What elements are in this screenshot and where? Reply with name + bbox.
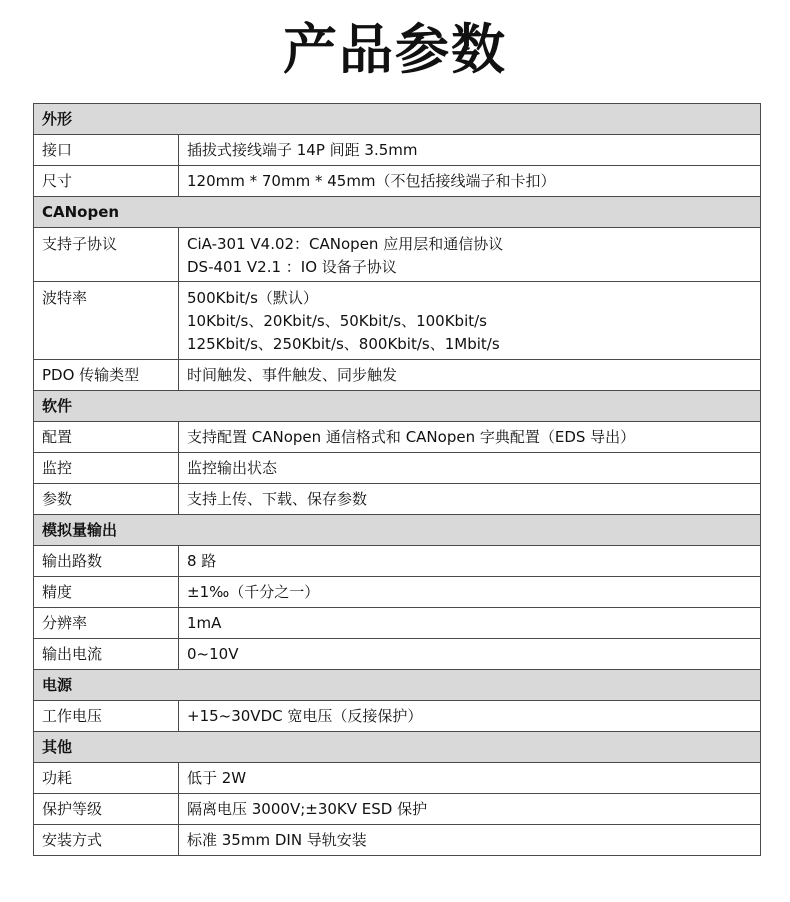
section-header-row (34, 104, 761, 135)
param-value-line: 插拔式接线端子 14P 间距 3.5mm (187, 141, 418, 159)
param-label: 配置 (34, 422, 179, 453)
param-label: 输出电流 (34, 639, 179, 670)
section-header: 外形 (34, 104, 761, 135)
param-label: PDO 传输类型 (34, 360, 179, 391)
param-value (179, 825, 761, 856)
param-value (179, 135, 761, 166)
table-row (34, 282, 761, 360)
table-row (34, 546, 761, 577)
param-value-line: 支持上传、下载、保存参数 (187, 490, 368, 508)
param-label: 工作电压 (34, 701, 179, 732)
param-value-line: 1mA (187, 614, 222, 632)
table-row (34, 360, 761, 391)
table-row (34, 422, 761, 453)
table-row (34, 701, 761, 732)
param-value (179, 282, 761, 360)
section-header-row (34, 670, 761, 701)
section-header-row (34, 515, 761, 546)
param-label: 接口 (34, 135, 179, 166)
param-value (179, 763, 761, 794)
param-value-line: 隔离电压 3000V;±30KV ESD 保护 (187, 800, 428, 818)
param-label: 支持子协议 (34, 228, 179, 282)
table-row (34, 166, 761, 197)
param-value-line: 500Kbit/s（默认） (187, 289, 318, 307)
param-value (179, 484, 761, 515)
table-row (34, 825, 761, 856)
param-value-line: 时间触发、事件触发、同步触发 (187, 366, 398, 384)
param-value (179, 422, 761, 453)
section-header: 电源 (34, 670, 761, 701)
param-value-line: ±1‰（千分之一） (187, 583, 320, 601)
param-label: 波特率 (34, 282, 179, 360)
param-label: 输出路数 (34, 546, 179, 577)
section-header: CANopen (34, 197, 761, 228)
param-value-line: 8 路 (187, 552, 217, 570)
table-row (34, 763, 761, 794)
table-row (34, 453, 761, 484)
param-value-line: DS-401 V2.1 ：IO 设备子协议 (187, 258, 397, 276)
spec-table (33, 103, 761, 856)
param-label: 安装方式 (34, 825, 179, 856)
param-value (179, 608, 761, 639)
param-value (179, 166, 761, 197)
section-header-row (34, 391, 761, 422)
param-value-line: 标准 35mm DIN 导轨安装 (187, 831, 367, 849)
section-header: 其他 (34, 732, 761, 763)
section-header-row (34, 197, 761, 228)
table-row (34, 484, 761, 515)
section-header: 模拟量输出 (34, 515, 761, 546)
param-label: 监控 (34, 453, 179, 484)
param-value-line: 低于 2W (187, 769, 247, 787)
param-label: 参数 (34, 484, 179, 515)
table-row (34, 794, 761, 825)
param-value-line: 支持配置 CANopen 通信格式和 CANopen 字典配置（EDS 导出） (187, 428, 636, 446)
param-value (179, 701, 761, 732)
param-value (179, 546, 761, 577)
page-title: 产品参数 (283, 18, 507, 81)
param-value-line: 125Kbit/s、250Kbit/s、800Kbit/s、1Mbit/s (187, 335, 500, 353)
param-value (179, 639, 761, 670)
param-value-line: +15~30VDC 宽电压（反接保护） (187, 707, 423, 725)
section-header: 软件 (34, 391, 761, 422)
param-label: 分辨率 (34, 608, 179, 639)
param-value (179, 228, 761, 282)
param-value (179, 453, 761, 484)
section-header-row (34, 732, 761, 763)
param-value-line: 10Kbit/s、20Kbit/s、50Kbit/s、100Kbit/s (187, 312, 487, 330)
param-value (179, 794, 761, 825)
table-row (34, 639, 761, 670)
param-value-line: 监控输出状态 (187, 459, 278, 477)
param-label: 精度 (34, 577, 179, 608)
param-label: 功耗 (34, 763, 179, 794)
param-value-line: 120mm * 70mm * 45mm（不包括接线端子和卡扣） (187, 172, 556, 190)
param-label: 尺寸 (34, 166, 179, 197)
param-value (179, 360, 761, 391)
param-value (179, 577, 761, 608)
table-row (34, 608, 761, 639)
param-label: 保护等级 (34, 794, 179, 825)
table-row (34, 228, 761, 282)
table-row (34, 577, 761, 608)
param-value-line: CiA-301 V4.02：CANopen 应用层和通信协议 (187, 235, 504, 253)
table-row (34, 135, 761, 166)
param-value-line: 0~10V (187, 645, 239, 663)
spec-table-body (34, 104, 761, 856)
